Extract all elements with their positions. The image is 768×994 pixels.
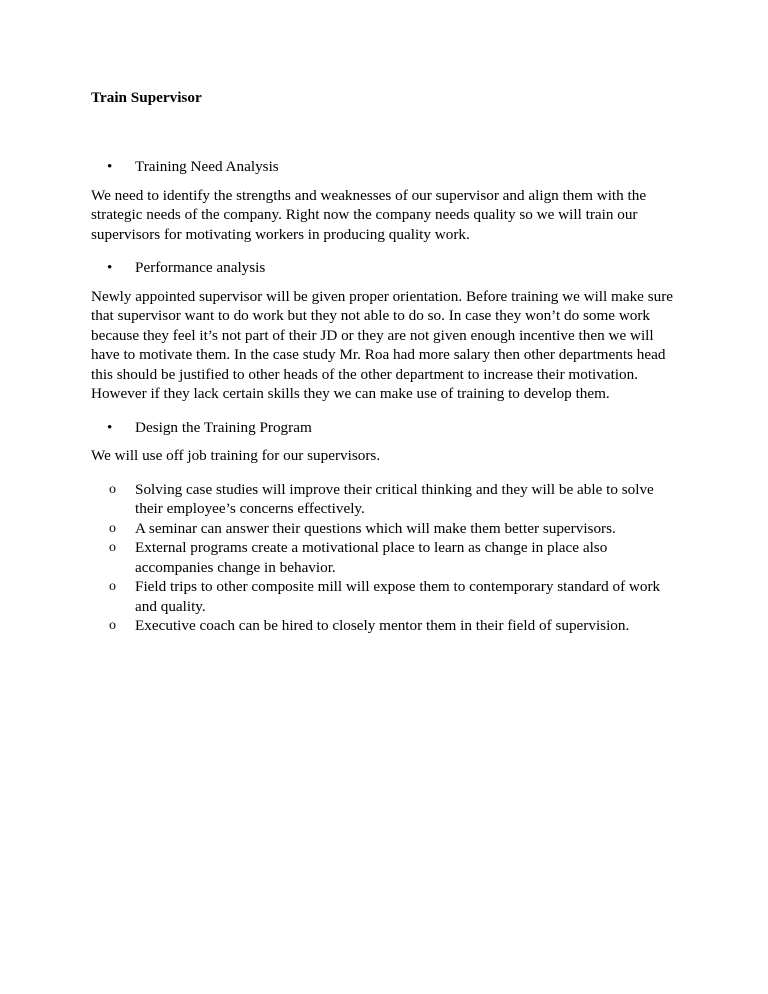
list-item-text: Field trips to other composite mill will expose them to contemporary standard of work and quality. xyxy=(135,578,661,615)
circle-bullet-icon: o xyxy=(109,540,116,555)
document-page xyxy=(91,88,681,636)
list-item-text: Solving case studies will improve their critical thinking and they will be able to solve their employee’s concerns effectively. xyxy=(135,480,654,517)
section-heading-label: Design the Training Program xyxy=(135,418,312,436)
section-heading-label: Training Need Analysis xyxy=(135,158,279,175)
section-heading-training-need-analysis xyxy=(91,157,681,177)
list-item-text: External programs create a motivational place to learn as change in place also accompanies change in behavior. xyxy=(135,539,608,576)
list-item-text: A seminar can answer their questions which will make them better supervisors. xyxy=(135,519,616,537)
bullet-icon: • xyxy=(107,418,113,436)
document-title: Train Supervisor xyxy=(91,89,202,106)
bullet-icon: • xyxy=(107,259,113,276)
circle-bullet-icon: o xyxy=(109,520,116,536)
circle-bullet-icon: o xyxy=(109,579,116,594)
list-item xyxy=(91,616,681,636)
bullet-icon: • xyxy=(107,158,113,175)
circle-bullet-icon: o xyxy=(109,618,116,633)
list-item xyxy=(91,577,681,616)
section-body-performance-analysis: Newly appointed supervisor will be given proper orientation. Before training we will make sure that supervisor want to do work but they not able to do so. In case they won’t do some work because they feel it’s not part of their JD or they are not given enough incentive then we will have to motivate them. In the case study Mr. Roa had more salary then other departments head this should be justified to other heads of the other department to increase their motivation. However if they lack certain skills they we can make use of training to develop them. xyxy=(91,287,674,402)
list-item-text: Executive coach can be hired to closely mentor them in their field of supervision. xyxy=(135,617,630,634)
section-heading-label: Performance analysis xyxy=(135,259,266,276)
section-heading-performance-analysis xyxy=(91,258,681,278)
list-item xyxy=(91,519,681,539)
section-body-design-training-program: We will use off job training for our supervisors. xyxy=(91,447,381,464)
circle-bullet-icon: o xyxy=(109,481,116,497)
training-methods-list xyxy=(91,480,681,636)
section-heading-design-training-program xyxy=(91,418,681,438)
list-item xyxy=(91,538,681,577)
list-item xyxy=(91,480,681,519)
section-body-training-need-analysis: We need to identify the strengths and weaknesses of our supervisor and align them with the strategic needs of the company. Right now the company needs quality so we will train our supervisors for motivating workers in producing quality work. xyxy=(91,186,647,243)
